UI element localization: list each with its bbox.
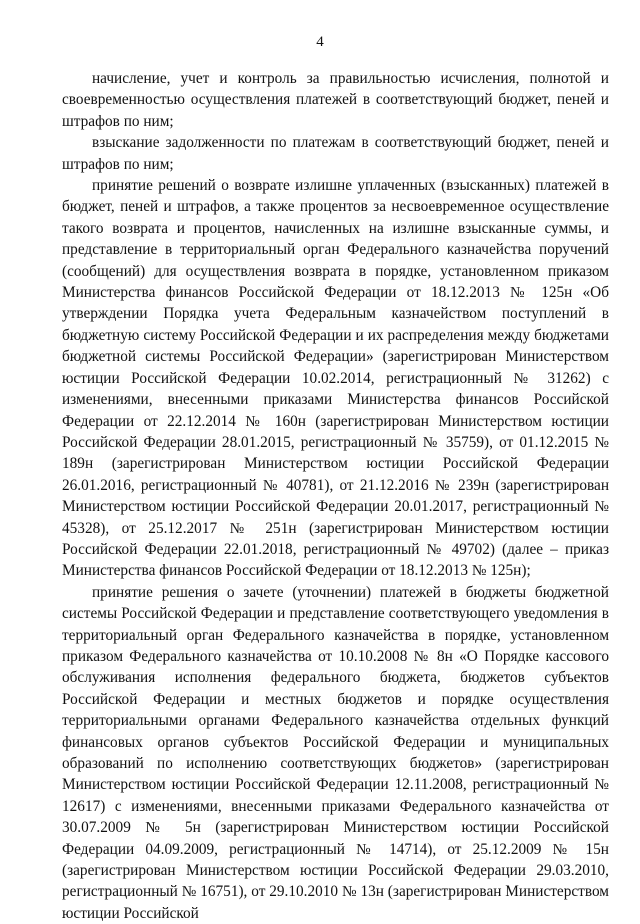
paragraph-offset-decisions: принятие решения о зачете (уточнении) платежей в бюджеты бюджетной системы Российской Федерации и представление соответствующего уведомления в территориальный орган Федерального казначейства в порядке, установленном приказом Федерального казначейства от 10.10.2008 № 8н «О Порядке кассового обслуживания исполнения федерального бюджета, бюджетов субъектов Российской Федерации и местных бюджетов и порядке осуществления территориальными органами Федерального казначейства отдельных функций финансовых органов субъектов Российской Федерации и муниципальных образований по исполнению соответствующих бюджетов» (зарегистрирован Министерством юстиции Российской Федерации 12.11.2008, регистрационный № 12617) с изменениями, внесенными приказами Федерального казначейства от 30.07.2009 № 5н (зарегистрирован Министерством юстиции Российской Федерации 04.09.2009, регистрационный № 14714), от 25.12.2009 № 15н (зарегистрирован Министерством юстиции Российской Федерации 29.03.2010, регистрационный № 16751), от 29.10.2010 № 13н (зарегистрирован Министерством юстиции Российской bbox=[62, 583, 609, 922]
paragraph-accrual-control: начисление, учет и контроль за правильностью исчисления, полнотой и своевременностью осуществления платежей в соответствующий бюджет, пеней и штрафов по ним; bbox=[62, 70, 609, 130]
document-body bbox=[62, 68, 609, 924]
page-number: 4 bbox=[316, 34, 324, 50]
paragraph-refund-decisions: принятие решений о возврате излишне уплаченных (взысканных) платежей в бюджет, пеней и штрафов, а также процентов за несвоевременное осуществление такого возврата и процентов, начисленных на излишне взысканные суммы, и представление в территориальный орган Федерального казначейства поручений (сообщений) для осуществления возврата в порядке, установленном приказом Министерства финансов Российской Федерации от 18.12.2013 № 125н «Об утверждении Порядка учета Федеральным казначейством поступлений в бюджетную систему Российской Федерации и их распределения между бюджетами бюджетной системы Российской Федерации» (зарегистрирован Министерством юстиции Российской Федерации 10.02.2014, регистрационный № 31262) с изменениями, внесенными приказами Министерства финансов Российской Федерации от 22.12.2014 № 160н (зарегистрирован Министерством юстиции Российской Федерации 28.01.2015, регистрационный № 35759), от 01.12.2015 № 189н (зарегистрирован Министерством юстиции Российской Федерации 26.01.2016, регистрационный № 40781), от 21.12.2016 № 239н (зарегистрирован Министерством юстиции Российской Федерации 20.01.2017, регистрационный № 45328), от 25.12.2017 № 251н (зарегистрирован Министерством юстиции Российской Федерации 22.01.2018, регистрационный № 49702) (далее – приказ Министерства финансов Российской Федерации от 18.12.2013 № 125н); bbox=[62, 177, 609, 580]
paragraph-debt-collection: взыскание задолженности по платежам в соответствующий бюджет, пеней и штрафов по ним; bbox=[62, 134, 609, 173]
